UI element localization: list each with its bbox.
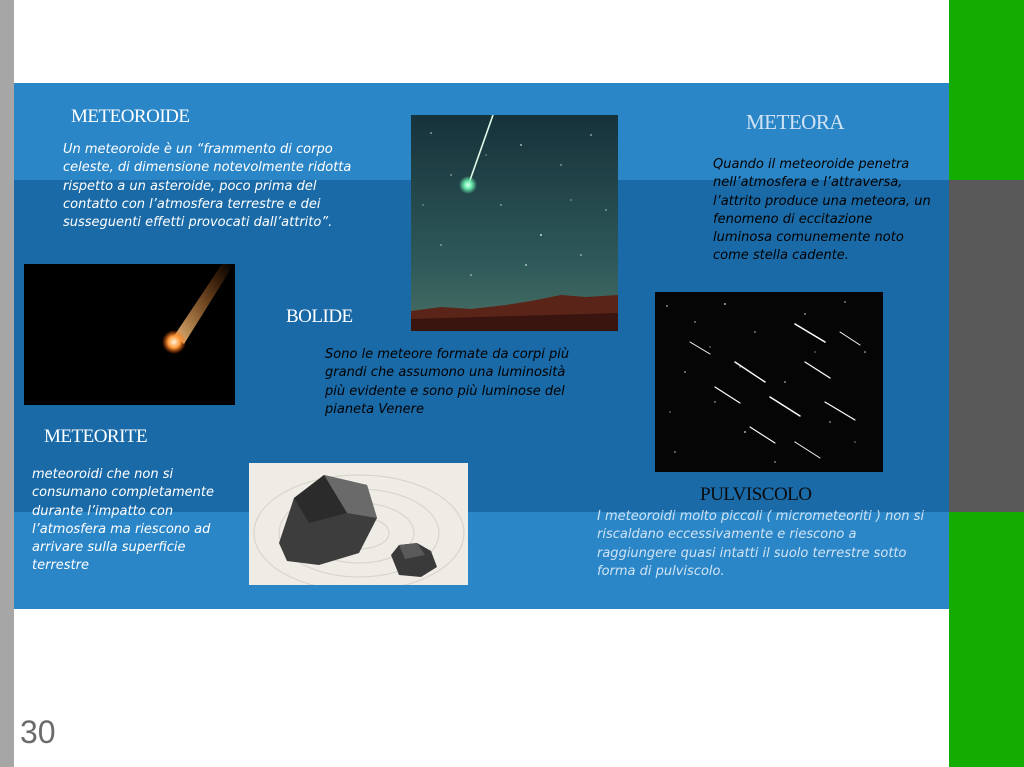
fireball-earth-image (24, 264, 235, 405)
meteoroide-title: METEOROIDE (71, 106, 190, 127)
meteor-night-sky-image (411, 115, 618, 331)
meteora-title: METEORA (746, 110, 844, 134)
meteorite-rocks-image (249, 463, 468, 585)
meteorite-title: METEORITE (44, 426, 148, 447)
left-accent-strip (0, 0, 14, 767)
slide-number: 30 (20, 714, 56, 750)
right-grey-accent-block (949, 180, 1024, 512)
meteorite-text: meteoroidi che non si consumano completamente durante l’impatto con l’atmosfera ma riescono ad arrivare sulla superficie terrestre (32, 467, 214, 574)
pulviscolo-text: I meteoroidi molto piccoli ( micrometeoriti ) non si riscaldano eccessivamente e riescono a raggiungere quasi intatti il suolo terrestre sotto forma di pulviscolo. (597, 509, 925, 579)
meteoroide-text: Un meteoroide è un “frammento di corpo celeste, di dimensione notevolmente ridotta rispetto a un asteroide, poco prima del contatto con l’atmosfera terrestre e dei susseguenti effetti provocati dall’attrito”. (63, 142, 352, 231)
pulviscolo-title: PULVISCOLO (700, 484, 812, 505)
meteora-text: Quando il meteoroide penetra nell’atmosfera e l’attraversa, l’attrito produce una meteora, un fenomeno di eccitazione luminosa comunemente noto come stella cadente. (713, 157, 931, 264)
bolide-title: BOLIDE (286, 306, 353, 327)
bolide-text: Sono le meteore formate da corpi più grandi che assumono una luminosità più evidente e sono più luminose del pianeta Venere (325, 347, 570, 417)
meteor-shower-image (655, 292, 883, 472)
